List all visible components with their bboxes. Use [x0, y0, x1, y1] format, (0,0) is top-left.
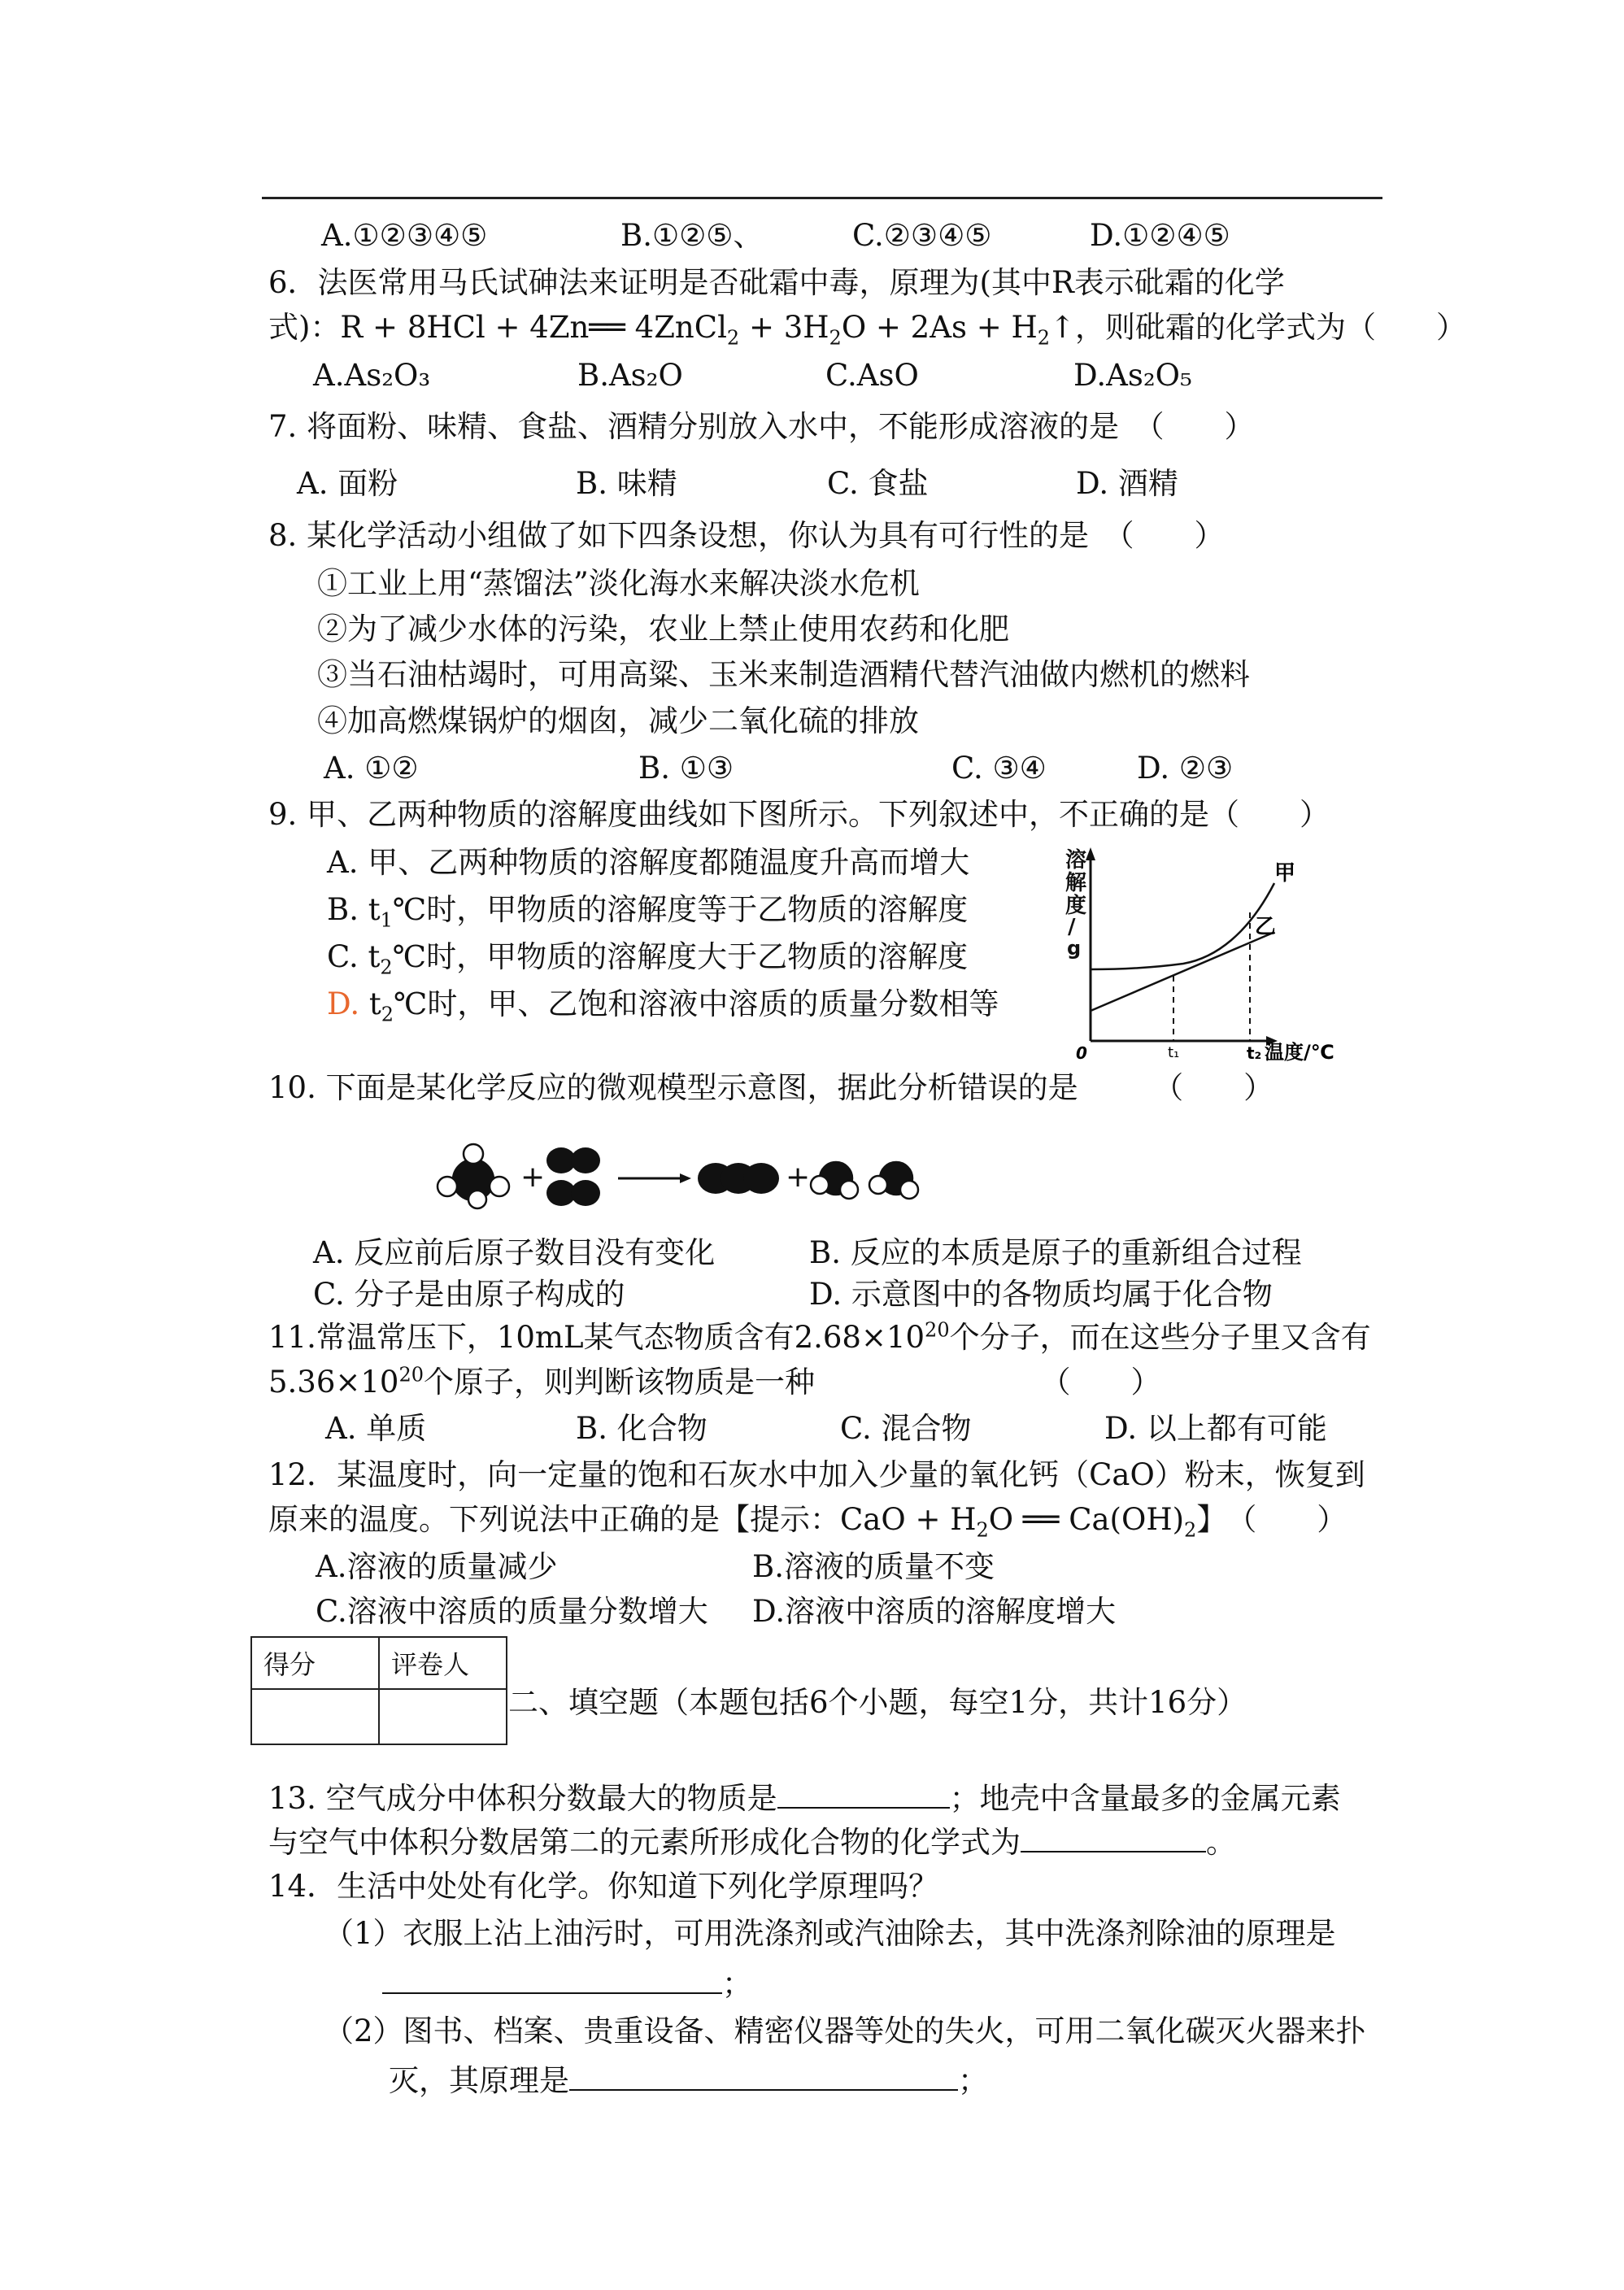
q7-option-b: B. 味精: [576, 466, 677, 501]
curve-jia: [1091, 883, 1277, 969]
q11-option-c: C. 混合物: [840, 1411, 972, 1446]
q11-option-d: D. 以上都有可能: [1104, 1411, 1327, 1446]
q6-stem-line1: 6．法医常用马氏试砷法来证明是否砒霜中毒，原理为(其中R表示砒霜的化学: [268, 265, 1285, 300]
q12-option-b: B.溶液的质量不变: [752, 1549, 995, 1584]
y-label-char-5: g: [1067, 937, 1082, 960]
q11-stem-line2: $5.36\times 10^{20}$个原子，则判断该物质是一种 （ ）: [268, 1363, 1161, 1400]
reaction-molecular-model: [431, 1134, 992, 1216]
q9-option-d: D. $t_2℃$时，甲、乙饱和溶液中溶质的质量分数相等: [327, 986, 999, 1026]
q9-option-b: B. $t_1℃$时，甲物质的溶解度等于乙物质的溶解度: [327, 892, 969, 932]
water-1-h-left: [811, 1176, 829, 1194]
solubility-curve-graph: [1061, 846, 1354, 1073]
q6-option-d: D.As₂O₅: [1073, 358, 1192, 393]
q14-part1-answer-line: ；: [382, 1965, 752, 2002]
q12-option-c: C.溶液中溶质的质量分数增大: [316, 1594, 708, 1629]
reactant-small-atom-top: [464, 1144, 483, 1164]
q13-blank-1[interactable]: [777, 1779, 950, 1809]
q12-option-d: D.溶液中溶质的溶解度增大: [752, 1594, 1117, 1629]
q9-option-a: A. 甲、乙两种物质的溶解度都随温度升高而增大: [327, 845, 970, 880]
t2-label: t₂: [1247, 1043, 1262, 1063]
q8-item-4: ④加高燃煤锅炉的烟囱，减少二氧化硫的排放: [317, 703, 919, 738]
reactant-small-atom-left: [438, 1177, 457, 1196]
q7-option-a: A. 面粉: [297, 466, 398, 501]
q11-stem-line1: 11.常温常压下，10mL某气态物质含有$2.68\times 10^{20}$个分子，而在这些分子里又含有: [268, 1318, 1371, 1355]
product-atom-3: [743, 1163, 779, 1194]
o2-atom-1b: [571, 1147, 600, 1173]
series-label-yi: 乙: [1255, 915, 1277, 939]
q14-part2-cont: 灭，其原理是 ；: [389, 2063, 988, 2098]
grader-cell[interactable]: [379, 1689, 507, 1744]
q8-option-b: B. ①③: [638, 751, 734, 786]
q9-option-c: C. $t_2℃$时，甲物质的溶解度大于乙物质的溶解度: [327, 939, 969, 979]
q5-option-b: B.①②⑤、: [620, 218, 764, 253]
series-label-jia: 甲: [1274, 861, 1296, 886]
q8-option-c: C. ③④: [951, 751, 1047, 786]
q8-item-1: ①工业上用“蒸馏法”淡化海水来解决淡水危机: [317, 566, 920, 601]
y-label-char-4: /: [1068, 915, 1076, 939]
origin-label: 0: [1076, 1043, 1087, 1063]
o2-atom-2b: [571, 1180, 600, 1206]
q8-option-a: A. ①②: [324, 751, 419, 786]
q14-part2: （2）图书、档案、贵重设备、精密仪器等处的失火，可用二氧化碳灭火器来扑: [324, 2014, 1366, 2048]
y-label-char-1: 溶: [1065, 848, 1087, 873]
q12-option-a: A.溶液的质量减少: [316, 1549, 558, 1584]
q12-stem-line1: 12．某温度时，向一定量的饱和石灰水中加入少量的氧化钙（CaO）粉末，恢复到: [268, 1457, 1365, 1492]
q9-stem: 9. 甲、乙两种物质的溶解度曲线如下图所示。下列叙述中，不正确的是（ ）: [268, 797, 1330, 832]
score-table: [250, 1636, 507, 1745]
q8-option-d: D. ②③: [1137, 751, 1234, 786]
q14-blank-1[interactable]: [382, 1965, 722, 1994]
q12-stem-line2: 原来的温度。下列说法中正确的是【提示：CaO + $H_2O$ ══ $Ca(OH)_2$】 （ ）: [268, 1502, 1348, 1542]
q8-stem: 8. 某化学活动小组做了如下四条设想，你认为具有可行性的是 （ ）: [268, 518, 1225, 553]
q13-line2: 与空气中体积分数居第二的元素所形成化合物的化学式为 。: [268, 1825, 1236, 1860]
q6-option-b: B.As₂O: [577, 358, 683, 393]
y-axis-arrow: [1086, 847, 1095, 860]
reactant-small-atom-right: [490, 1177, 509, 1196]
q6-option-a: A.As₂O₃: [313, 358, 431, 393]
q6-option-c: C.AsO: [825, 358, 919, 393]
q8-item-2: ②为了减少水体的污染，农业上禁止使用农药和化肥: [317, 612, 1009, 647]
q13-blank-2[interactable]: [1021, 1823, 1206, 1852]
q7-option-c: C. 食盐: [827, 466, 929, 501]
plus-sign-2: +: [786, 1160, 811, 1194]
water-2-h-left: [869, 1176, 887, 1194]
grader-header: 评卷人: [379, 1637, 507, 1689]
score-header: 得分: [251, 1637, 379, 1689]
q7-stem: 7. 将面粉、味精、食盐、酒精分别放入水中，不能形成溶液的是 （ ）: [268, 409, 1255, 444]
q14-part1: （1）衣服上沾上油污时，可用洗涤剂或汽油除去，其中洗涤剂除油的原理是: [324, 1916, 1336, 1951]
y-label-char-2: 解: [1065, 871, 1087, 895]
q10-option-c: C. 分子是由原子构成的: [313, 1277, 625, 1312]
curve-yi: [1091, 934, 1271, 1011]
q8-item-3: ③当石油枯竭时，可用高粱、玉米来制造酒精代替汽油做内燃机的燃料: [317, 657, 1250, 692]
q6-stem-line2: 式)：R + 8HCl + 4Zn══ 4ZnCl$_2$ + $3H_2O + 2As$ + $H_2↑$，则砒霜的化学式为（ ）: [268, 310, 1467, 350]
q10-option-b: B. 反应的本质是原子的重新组合过程: [809, 1235, 1302, 1270]
q14-stem: 14．生活中处处有化学。你知道下列化学原理吗？: [268, 1869, 939, 1904]
reactant-small-atom-bottom: [468, 1191, 486, 1208]
q14-blank-2[interactable]: [569, 2061, 958, 2091]
t1-label: t₁: [1168, 1044, 1180, 1061]
section-2-title: 二、填空题（本题包括6个小题，每空1分，共计16分）: [508, 1685, 1247, 1720]
q11-option-a: A. 单质: [325, 1411, 427, 1446]
q5-option-d: D.①②④⑤: [1090, 218, 1230, 253]
x-axis-label: 温度/℃: [1265, 1041, 1334, 1064]
plus-sign-1: +: [520, 1160, 546, 1194]
q11-option-b: B. 化合物: [576, 1411, 708, 1446]
water-2-h-right: [900, 1181, 918, 1199]
top-rule: [262, 197, 1382, 199]
q10-option-a: A. 反应前后原子数目没有变化: [313, 1235, 716, 1270]
water-1-h-right: [840, 1181, 858, 1199]
q5-option-a: A.①②③④⑤: [321, 218, 488, 253]
y-label-char-3: 度: [1065, 894, 1087, 918]
q13-line1: 13. 空气成分中体积分数最大的物质是 ；地壳中含量最多的金属元素: [268, 1781, 1341, 1816]
q10-option-d: D. 示意图中的各物质均属于化合物: [809, 1277, 1273, 1312]
q7-option-d: D. 酒精: [1076, 466, 1178, 501]
q10-stem: 10. 下面是某化学反应的微观模型示意图，据此分析错误的是 （ ）: [268, 1070, 1274, 1105]
reaction-arrow-head: [680, 1173, 691, 1183]
score-cell[interactable]: [251, 1689, 379, 1744]
q5-option-c: C.②③④⑤: [852, 218, 992, 253]
